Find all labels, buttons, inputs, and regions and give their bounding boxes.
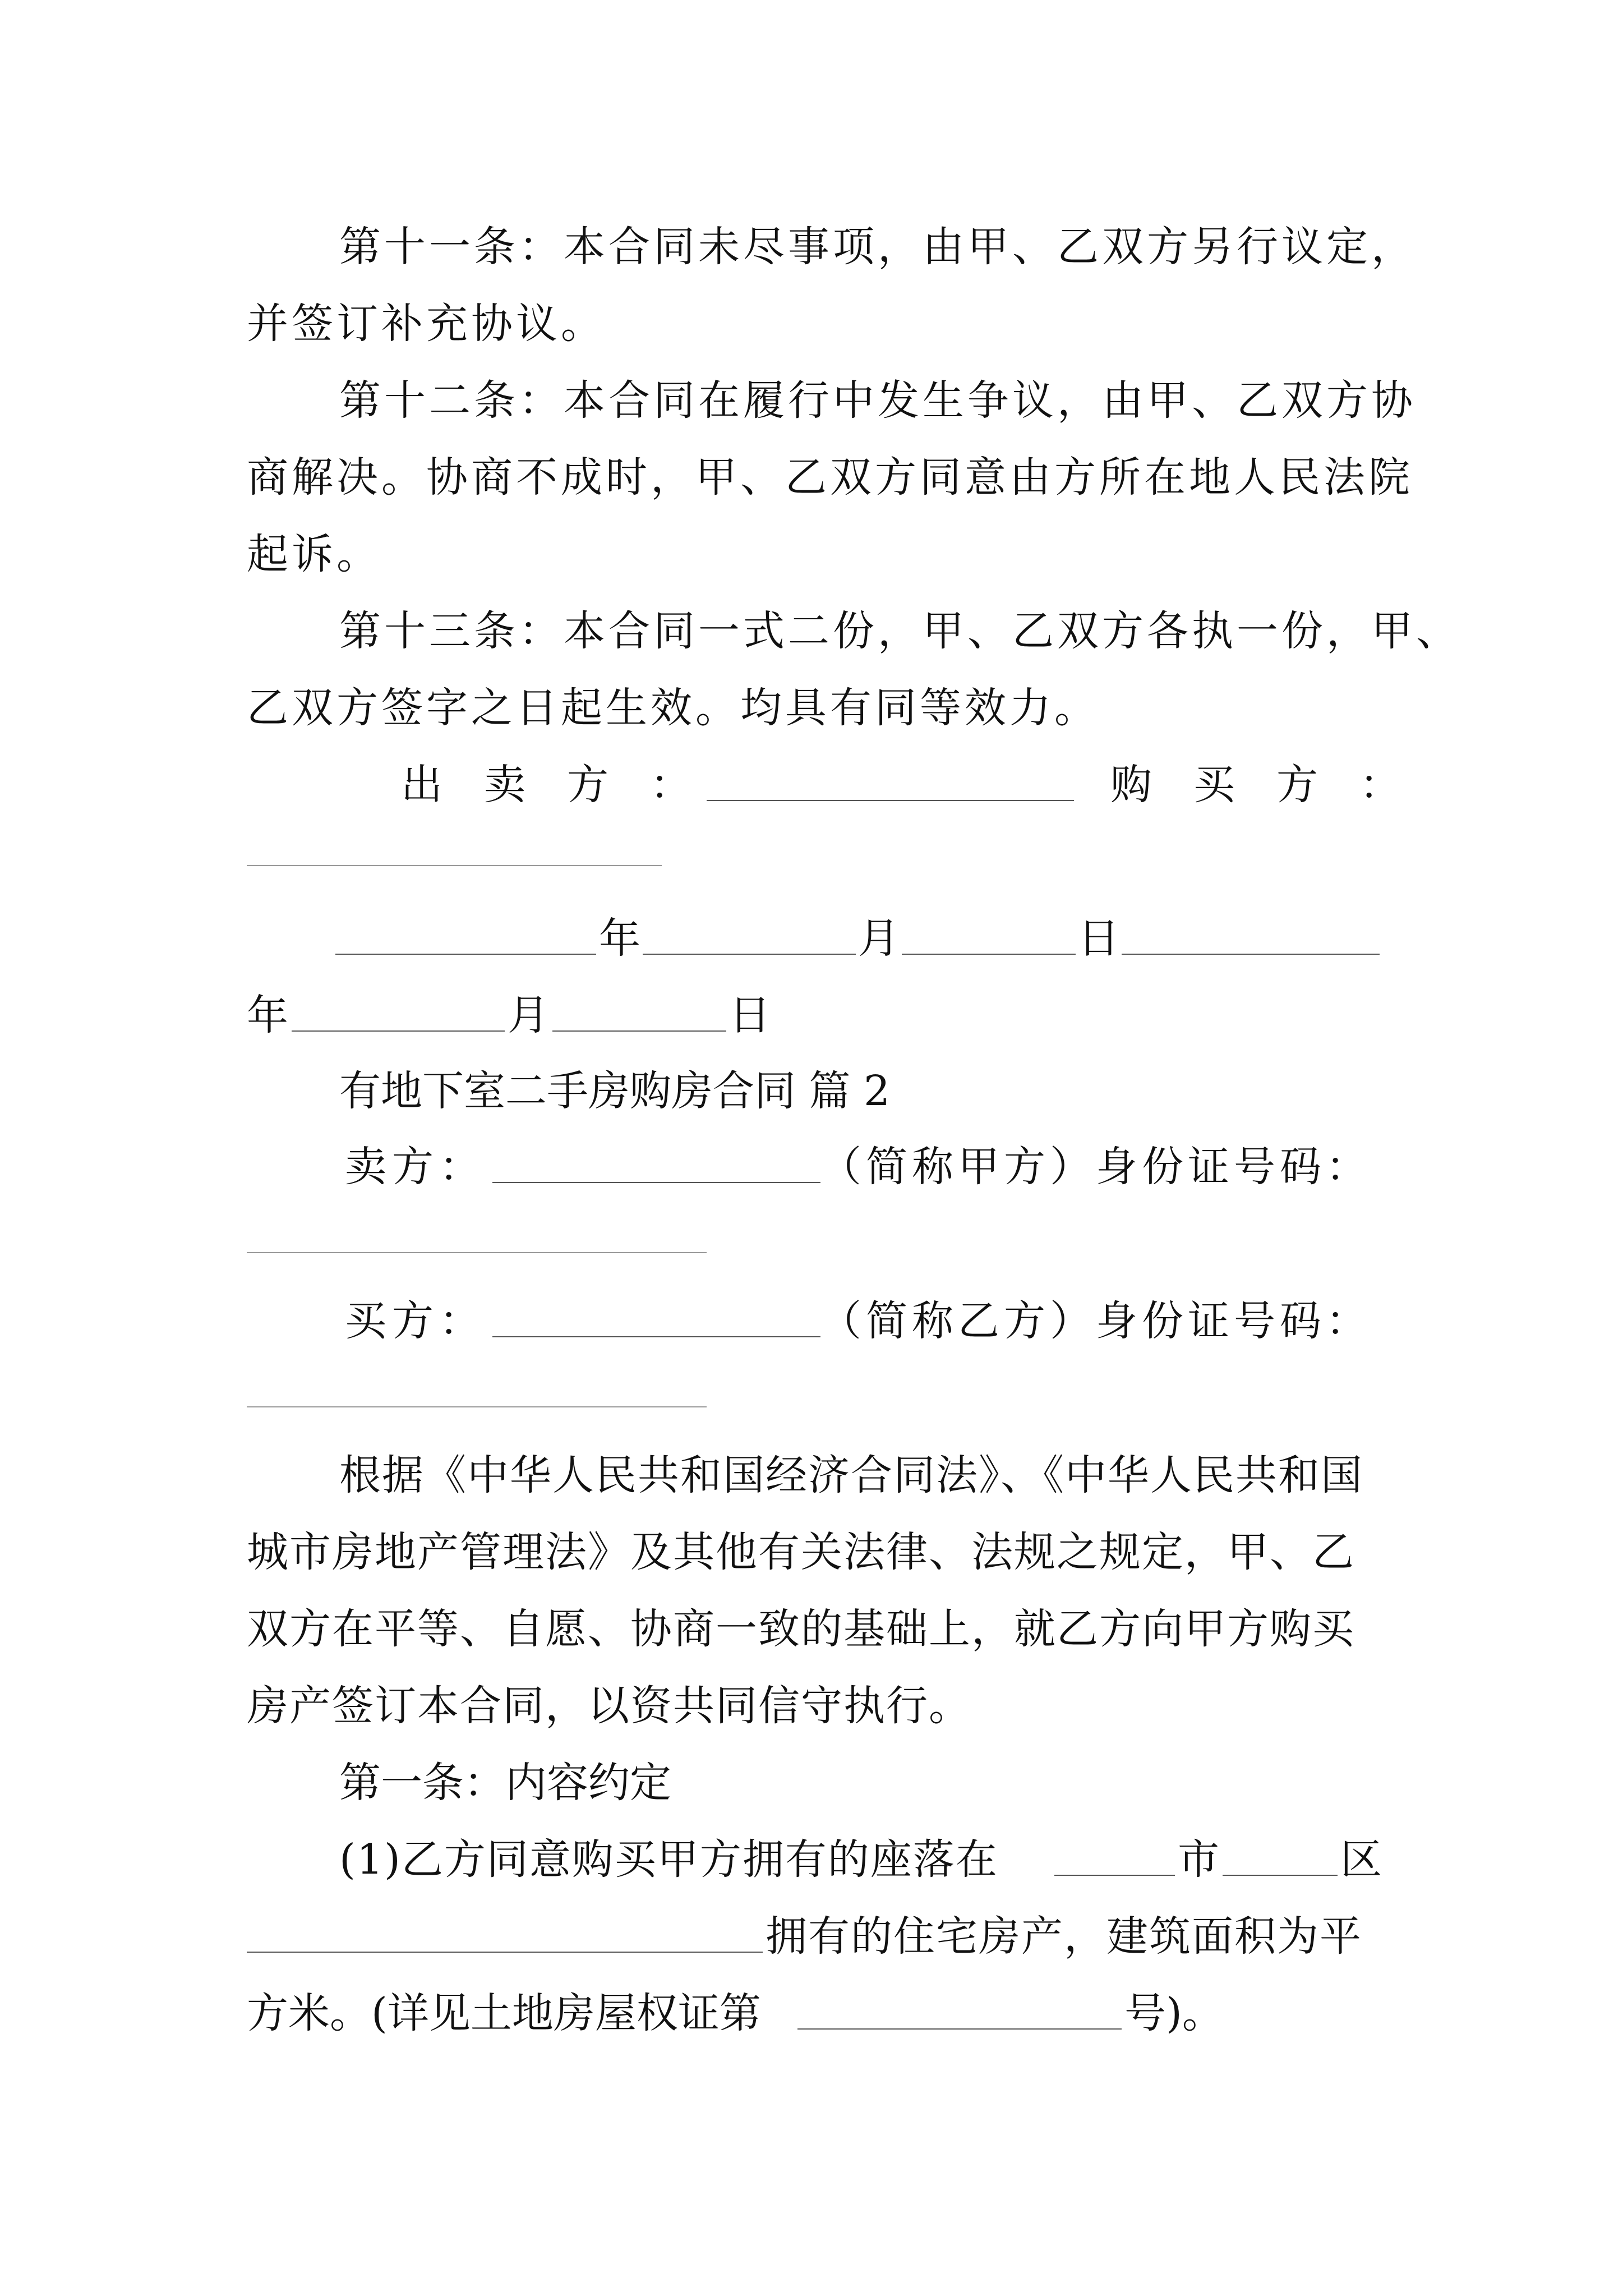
basis-line-2 (0, 1521, 1623, 1583)
article-12-text-1: 第十二条：本合同在履行中发生争议，由甲、乙双方协 (339, 376, 1416, 425)
article-11-text-1: 第十一条：本合同未尽事项，由甲、乙双方另行议定， (339, 223, 1416, 271)
buyer2-id-line (0, 1360, 1623, 1422)
article-12-line-2 (0, 447, 1623, 508)
buyer-day-label: 日 (729, 991, 771, 1039)
date-line-2 (0, 984, 1623, 1046)
item-1-line-2 (0, 1906, 1623, 1967)
seller2-name-blank (492, 1182, 820, 1183)
seller-year-label: 年 (599, 914, 640, 963)
buyer2-label: 买方： (345, 1297, 486, 1345)
item-1-line-3 (0, 1982, 1623, 2044)
article-13-line-1 (0, 600, 1623, 662)
buyer-label: 购 买 方 ： (1110, 761, 1401, 809)
basis-text-4: 房产签订本合同，以资共同信守执行。 (247, 1682, 971, 1730)
district-label: 区 (1340, 1835, 1382, 1884)
seller-signature-blank (707, 800, 1074, 801)
article-13-text-1: 第十三条：本合同一式二份，甲、乙双方各执一份，甲、 (339, 607, 1461, 655)
article-12-line-1 (0, 370, 1623, 431)
buyer2-alias: （简称乙方）身份证号码： (820, 1297, 1372, 1345)
date-line-1 (0, 908, 1623, 969)
article-11-text-2: 并签订补充协议。 (247, 300, 606, 348)
seller2-id-line (0, 1206, 1623, 1268)
article-1-title: 第一条：内容约定 (339, 1759, 671, 1807)
seller2-label: 卖方： (345, 1143, 486, 1191)
article-12-text-3: 起诉。 (247, 530, 381, 578)
buyer2-id-blank (247, 1406, 707, 1407)
buyer-year-blank (1122, 954, 1380, 955)
article-12-line-3 (0, 523, 1623, 585)
certificate-number-blank (797, 2028, 1122, 2030)
item-1-text-3: 方米。(详见土地房屋权证第 (247, 1989, 761, 2037)
buyer-month-label: 月 (508, 991, 549, 1039)
buyer-year-label: 年 (247, 991, 288, 1039)
item-1-text-4: 号)。 (1124, 1989, 1224, 2037)
basis-line-4 (0, 1675, 1623, 1737)
article-11-line-1 (0, 216, 1623, 278)
article-13-text-2: 乙双方签字之日起生效。均具有同等效力。 (247, 684, 1099, 732)
buyer-signature-line (0, 819, 1623, 881)
section-2-title: 有地下室二手房购房合同 篇 2 (339, 1067, 891, 1115)
city-blank (1054, 1875, 1175, 1876)
item-1-text-1: (1)乙方同意购买甲方拥有的座落在 (339, 1835, 998, 1884)
article-13-line-2 (0, 677, 1623, 739)
seller-month-blank (643, 954, 856, 955)
article-1-title-line (0, 1752, 1623, 1814)
buyer-month-blank (292, 1030, 505, 1032)
seller-month-label: 月 (858, 914, 900, 963)
seller2-id-blank (247, 1252, 707, 1253)
article-11-line-2 (0, 293, 1623, 355)
seller2-alias: （简称甲方）身份证号码： (820, 1143, 1372, 1191)
item-1-text-2: 拥有的住宅房产，建筑面积为平 (766, 1912, 1362, 1961)
district-blank (1223, 1875, 1338, 1876)
buyer2-line (0, 1290, 1623, 1352)
city-label: 市 (1178, 1835, 1219, 1884)
signature-line (0, 754, 1623, 816)
article-12-text-2: 商解决。协商不成时，甲、乙双方同意由方所在地人民法院 (247, 453, 1413, 501)
buyer-day-blank (552, 1030, 726, 1032)
basis-line-3 (0, 1598, 1623, 1660)
item-1-line-1 (0, 1829, 1623, 1890)
seller-day-label: 日 (1078, 914, 1119, 963)
basis-text-1: 根据《中华人民共和国经济合同法》、《中华人民共和国 (339, 1451, 1363, 1499)
basis-text-2: 城市房地产管理法》及其他有关法律、法规之规定，甲、乙 (247, 1528, 1355, 1576)
basis-text-3: 双方在平等、自愿、协商一致的基础上，就乙方向甲方购买 (247, 1605, 1355, 1653)
seller-day-blank (902, 954, 1076, 955)
seller-year-blank (335, 954, 596, 955)
basis-line-1 (0, 1444, 1623, 1506)
buyer2-name-blank (492, 1336, 820, 1337)
seller2-line (0, 1136, 1623, 1198)
section-2-title-line (0, 1060, 1623, 1122)
seller-label: 出 卖 方 ： (401, 761, 691, 809)
buyer-signature-blank (247, 865, 662, 866)
address-blank (247, 1952, 763, 1953)
